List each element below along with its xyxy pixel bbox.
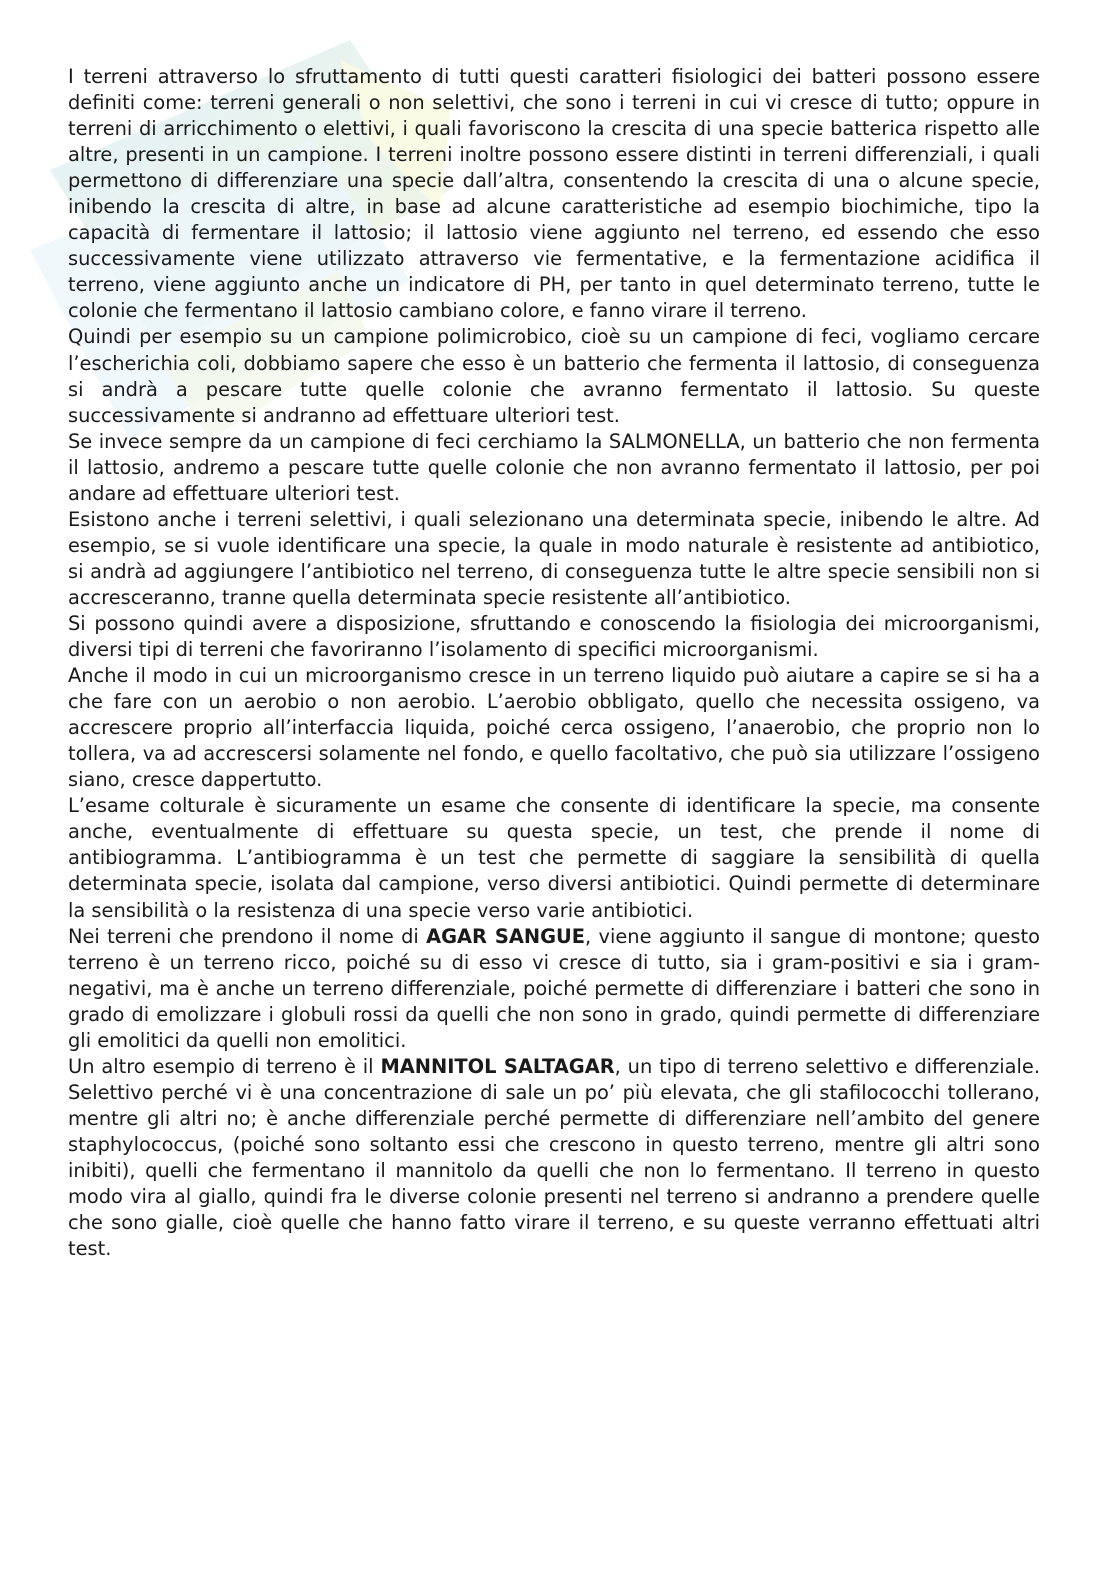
paragraph [68,507,1040,611]
paragraph-text: Esistono anche i terreni selettivi, i quali selezionano una determinata specie, inibendo le altre. Ad esempio, se si vuole identificare una specie, la quale in modo naturale è resistente ad antibiotico, si andrà ad aggiungere l’antibiotico nel terreno, di conseguenza tutte le altre specie sensibili non si accresceranno, tranne quella determinata specie resistente all’antibiotico. [68,507,1040,609]
paragraph-text: Si possono quindi avere a disposizione, sfruttando e conoscendo la fisiologia dei microorganismi, diversi tipi di terreni che favoriranno l’isolamento di specifici microorganismi. [68,611,1040,662]
paragraph [68,64,1040,324]
paragraph [68,663,1040,793]
paragraph-text: I terreni attraverso lo sfruttamento di tutti questi caratteri fisiologici dei batteri possono essere definiti come: terreni generali o non selettivi, che sono i terreni in cui vi cresce di tutto; oppure in terreni di arricchimento o elettivi, i quali favoriscono la crescita di una specie batterica rispetto alle altre, presenti in un campione. I terreni inoltre possono essere distinti in terreni differenziali, i quali permettono di differenziare una specie dall’altra, consentendo la crescita di una o alcune specie, inibendo la crescita di altre, in base ad alcune caratteristiche ad esempio biochimiche, tipo la capacità di fermentare il lattosio; il lattosio viene aggiunto nel terreno, ed essendo che esso successivamente viene utilizzato attraverso vie fermentative, e la fermentazione acidifica il terreno, viene aggiunto anche un indicatore di PH, per tanto in quel determinato terreno, tutte le colonie che fermentano il lattosio cambiano colore, e fanno virare il terreno. [68,65,1040,323]
paragraph [68,429,1040,507]
paragraph [68,793,1040,923]
paragraph-text: , viene aggiunto il sangue di montone; questo terreno è un terreno ricco, poiché su di esso vi cresce di tutto, sia i gram-positivi e sia i gram-negativi, ma è anche un terreno differenziale, poiché permette di differenziare i batteri che sono in grado di emolizzare i globuli rossi da quelli che non sono in grado, quindi permette di differenziare gli emolitici da quelli non emolitici. [68,924,1040,1052]
paragraph [68,924,1040,1054]
paragraph-text: Nei terreni che prendono il nome di [68,924,427,948]
paragraph-text: Un altro esempio di terreno è il [68,1054,381,1078]
paragraph-text: Quindi per esempio su un campione polimicrobico, cioè su un campione di feci, vogliamo cercare l’escherichia coli, dobbiamo sapere che esso è un batterio che fermenta il lattosio, di conseguenza si andrà a pescare tutte quelle colonie che avranno fermentato il lattosio. Su queste successivamente si andranno ad effettuare ulteriori test. [68,325,1040,427]
paragraph [68,611,1040,663]
paragraph [68,1054,1040,1262]
paragraph-text: Anche il modo in cui un microorganismo cresce in un terreno liquido può aiutare a capire se si ha a che fare con un aerobio o non aerobio. L’aerobio obbligato, quello che necessita ossigeno, va accrescere proprio all’interfaccia liquida, poiché cerca ossigeno, l’anaerobio, che proprio non lo tollera, va ad accrescersi solamente nel fondo, e quello facoltativo, che può sia utilizzare l’ossigeno siano, cresce dappertutto. [68,664,1040,792]
term-mannitol-saltagar: MANNITOL SALTAGAR [380,1054,615,1078]
term-agar-sangue: AGAR SANGUE [426,924,585,948]
paragraph-text: L’esame colturale è sicuramente un esame che consente di identificare la specie, ma consente anche, eventualmente di effettuare su questa specie, un test, che prende il nome di antibiogramma. L’antibiogramma è un test che permette di saggiare la sensibilità di quella determinata specie, isolata dal campione, verso diversi antibiotici. Quindi permette di determinare la sensibilità o la resistenza di una specie verso varie antibiotici. [68,794,1040,922]
paragraph [68,324,1040,428]
paragraph-text: Se invece sempre da un campione di feci cerchiamo la SALMONELLA, un batterio che non fermenta il lattosio, andremo a pescare tutte quelle colonie che non avranno fermentato il lattosio, per poi andare ad effettuare ulteriori test. [68,429,1040,505]
document-body [68,64,1040,1262]
paragraph-text: , un tipo di terreno selettivo e differenziale. Selettivo perché vi è una concentrazione di sale un po’ più elevata, che gli stafilococchi tollerano, mentre gli altri no; è anche differenziale perché permette di differenziare nell’ambito del genere staphylococcus, (poiché sono soltanto essi che crescono in questo terreno, mentre gli altri sono inibiti), quelli che fermentano il mannitolo da quelli che non lo fermentano. Il terreno in questo modo vira al giallo, quindi fra le diverse colonie presenti nel terreno si andranno a prendere quelle che sono gialle, cioè quelle che hanno fatto virare il terreno, e su queste verranno effettuati altri test. [68,1054,1040,1261]
